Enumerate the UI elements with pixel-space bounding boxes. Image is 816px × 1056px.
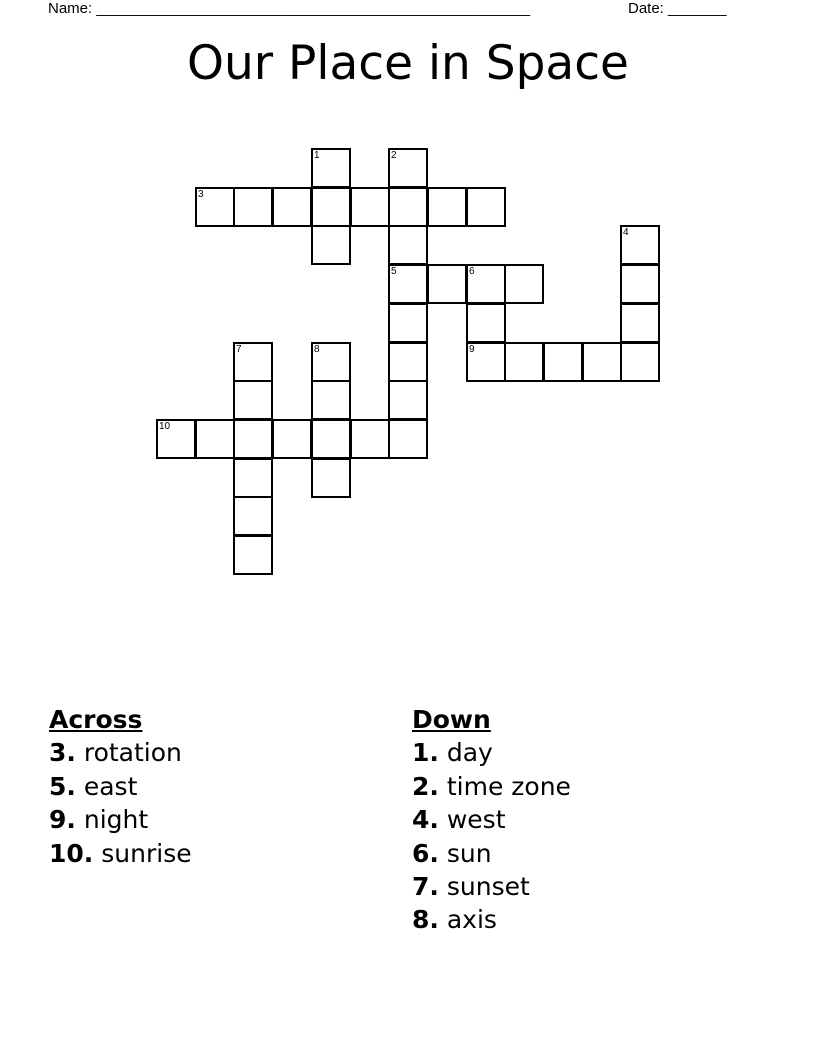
clue-across-10: 10. sunrise [49, 838, 192, 868]
cell-number: 1 [314, 150, 320, 161]
crossword-cell[interactable] [582, 342, 622, 382]
cell-number: 8 [314, 344, 320, 355]
crossword-cell[interactable] [233, 187, 273, 227]
crossword-cell[interactable] [388, 342, 428, 382]
crossword-cell[interactable] [466, 303, 506, 343]
crossword-cell[interactable] [388, 148, 428, 188]
across-heading: Across [49, 705, 143, 734]
crossword-cell[interactable] [620, 342, 660, 382]
crossword-cell[interactable] [195, 419, 235, 459]
crossword-cell[interactable] [388, 419, 428, 459]
crossword-cell[interactable] [233, 496, 273, 536]
crossword-cell[interactable] [466, 342, 506, 382]
crossword-cell[interactable] [466, 264, 506, 304]
clue-down-7: 7. sunset [412, 872, 530, 902]
crossword-cell[interactable] [311, 187, 351, 227]
cell-number: 10 [159, 421, 171, 432]
page-title: Our Place in Space [187, 36, 629, 91]
date-field[interactable]: Date: _______ [628, 0, 727, 17]
crossword-cell[interactable] [504, 264, 544, 304]
crossword-cell[interactable] [388, 264, 428, 304]
clue-down-1: 1. day [412, 738, 493, 768]
crossword-cell[interactable] [388, 380, 428, 420]
crossword-cell[interactable] [620, 264, 660, 304]
crossword-cell[interactable] [388, 225, 428, 265]
crossword-cell[interactable] [233, 535, 273, 575]
crossword-cell[interactable] [427, 187, 467, 227]
crossword-cell[interactable] [233, 419, 273, 459]
crossword-cell[interactable] [311, 225, 351, 265]
clue-across-5: 5. east [49, 771, 138, 801]
crossword-cell[interactable] [311, 342, 351, 382]
cell-number: 9 [469, 344, 475, 355]
crossword-cell[interactable] [311, 458, 351, 498]
clue-across-9: 9. night [49, 805, 149, 835]
clue-down-8: 8. axis [412, 905, 497, 935]
crossword-cell[interactable] [195, 187, 235, 227]
clue-down-6: 6. sun [412, 838, 492, 868]
clue-down-4: 4. west [412, 805, 506, 835]
name-field[interactable]: Name: ____________________________________________________ [48, 0, 531, 17]
crossword-cell[interactable] [311, 148, 351, 188]
crossword-cell[interactable] [466, 187, 506, 227]
clue-across-3: 3. rotation [49, 738, 182, 768]
crossword-cell[interactable] [504, 342, 544, 382]
cell-number: 2 [391, 150, 397, 161]
crossword-cell[interactable] [543, 342, 583, 382]
cell-number: 6 [469, 266, 475, 277]
cell-number: 5 [391, 266, 397, 277]
crossword-cell[interactable] [156, 419, 196, 459]
crossword-cell[interactable] [388, 303, 428, 343]
cell-number: 7 [236, 344, 242, 355]
crossword-cell[interactable] [620, 225, 660, 265]
cell-number: 3 [198, 189, 204, 200]
cell-number: 4 [623, 227, 629, 238]
down-clues [412, 703, 571, 937]
crossword-cell[interactable] [427, 264, 467, 304]
crossword-cell[interactable] [272, 187, 312, 227]
crossword-cell[interactable] [311, 419, 351, 459]
crossword-cell[interactable] [233, 380, 273, 420]
clue-down-2: 2. time zone [412, 771, 571, 801]
crossword-cell[interactable] [233, 342, 273, 382]
across-clues [49, 703, 192, 870]
crossword-cell[interactable] [272, 419, 312, 459]
crossword-cell[interactable] [233, 458, 273, 498]
down-heading: Down [412, 705, 491, 734]
crossword-cell[interactable] [388, 187, 428, 227]
crossword-cell[interactable] [620, 303, 660, 343]
crossword-cell[interactable] [350, 187, 390, 227]
crossword-cell[interactable] [350, 419, 390, 459]
crossword-cell[interactable] [311, 380, 351, 420]
